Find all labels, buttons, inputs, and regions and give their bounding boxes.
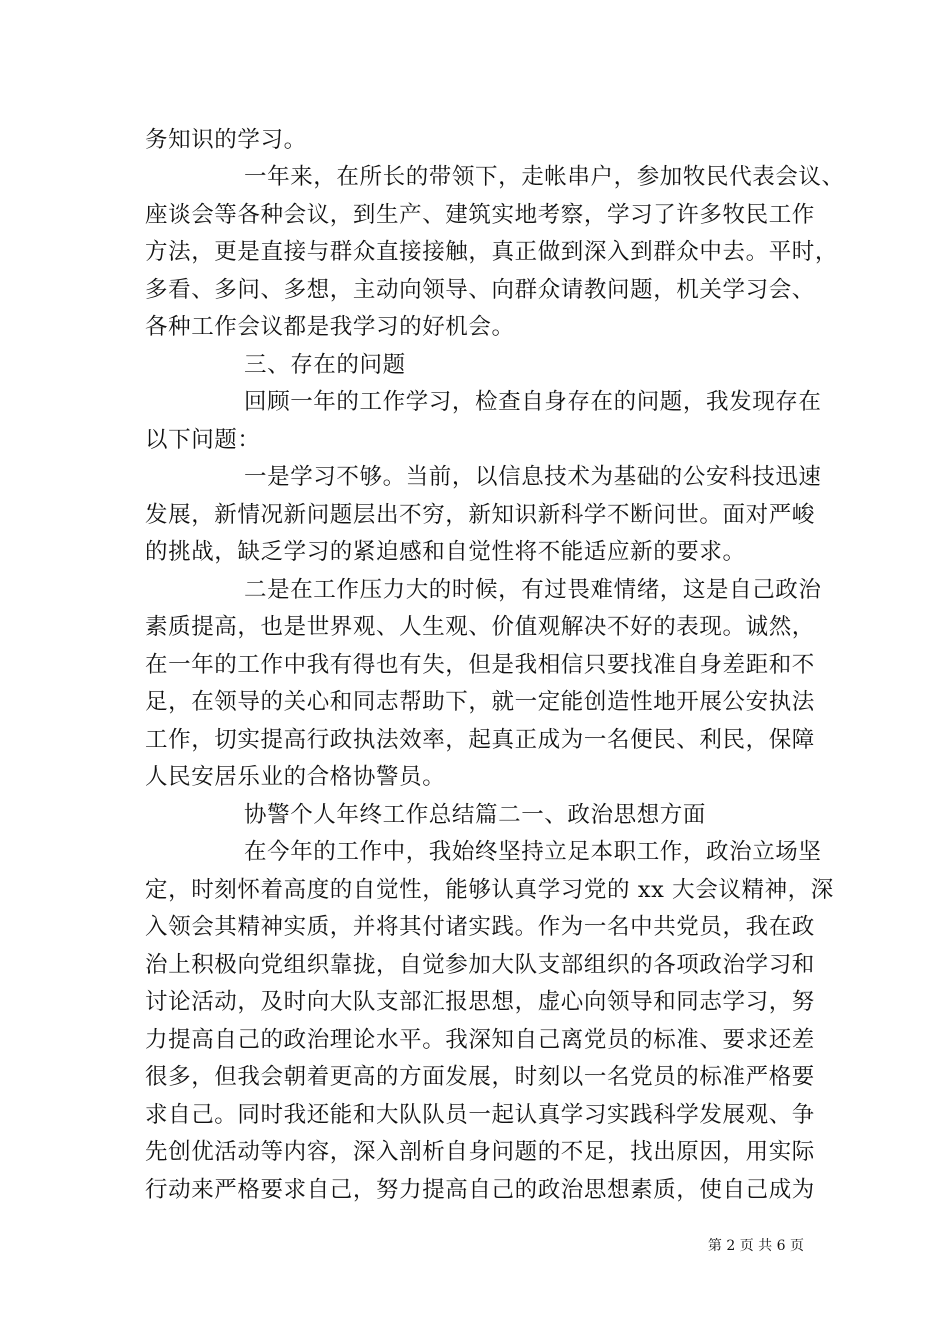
- text-line: 素质提高，也是世界观、人生观、价值观解决不好的表现。诚然，: [145, 614, 815, 640]
- text-line: 发展，新情况新问题层出不穷，新知识新科学不断问世。面对严峻: [145, 502, 815, 528]
- text-line: 在一年的工作中我有得也有失，但是我相信只要找准自身差距和不: [145, 652, 815, 678]
- text-line: 行动来严格要求自己，努力提高自己的政治思想素质，使自己成为: [145, 1177, 815, 1203]
- text-line: 足，在领导的关心和同志帮助下，就一定能创造性地开展公安执法: [145, 689, 815, 715]
- text-line: 一是学习不够。当前，以信息技术为基础的公安科技迅速: [244, 464, 822, 490]
- text-line: 各种工作会议都是我学习的好机会。: [145, 314, 515, 340]
- section-heading: 协警个人年终工作总结篇二一、政治思想方面: [244, 802, 707, 828]
- text-line: 的挑战，缺乏学习的紧迫感和自觉性将不能适应新的要求。: [145, 539, 746, 565]
- text-line: 多看、多问、多想，主动向领导、向群众请教问题，机关学习会、: [145, 277, 815, 303]
- text-line: 力提高自己的政治理论水平。我深知自己离党员的标准、要求还差: [145, 1027, 815, 1053]
- text-line: 讨论活动，及时向大队支部汇报思想，虚心向领导和同志学习，努: [145, 989, 815, 1015]
- text-line: 务知识的学习。: [145, 127, 307, 153]
- text-line: 座谈会等各种会议，到生产、建筑实地考察，学习了许多牧民工作: [145, 202, 815, 228]
- text-line: 治上积极向党组织靠拢，自觉参加大队支部组织的各项政治学习和: [145, 952, 815, 978]
- text-line: 定，时刻怀着高度的自觉性，能够认真学习党的 xx 大会议精神，深: [145, 877, 834, 903]
- text-line: 回顾一年的工作学习，检查自身存在的问题，我发现存在: [244, 389, 822, 415]
- text-line: 一年来，在所长的带领下，走帐串户，参加牧民代表会议、: [244, 164, 845, 190]
- text-line: 入领会其精神实质，并将其付诸实践。作为一名中共党员，我在政: [145, 914, 815, 940]
- text-line: 求自己。同时我还能和大队队员一起认真学习实践科学发展观、争: [145, 1102, 815, 1128]
- text-line: 先创优活动等内容，深入剖析自身问题的不足，找出原因，用实际: [145, 1139, 815, 1165]
- text-line: 很多，但我会朝着更高的方面发展，时刻以一名党员的标准严格要: [145, 1064, 815, 1090]
- text-line: 方法，更是直接与群众直接接触，真正做到深入到群众中去。平时，: [145, 239, 839, 265]
- text-line: 在今年的工作中，我始终坚持立足本职工作，政治立场坚: [244, 839, 822, 865]
- section-heading: 三、存在的问题: [244, 352, 406, 378]
- text-line: 以下问题：: [145, 427, 261, 453]
- page-number: 第 2 页 共 6 页: [707, 1238, 804, 1254]
- text-line: 工作，切实提高行政执法效率，起真正成为一名便民、利民，保障: [145, 727, 815, 753]
- text-line: 人民安居乐业的合格协警员。: [145, 764, 446, 790]
- text-line: 二是在工作压力大的时候，有过畏难情绪，这是自己政治: [244, 577, 822, 603]
